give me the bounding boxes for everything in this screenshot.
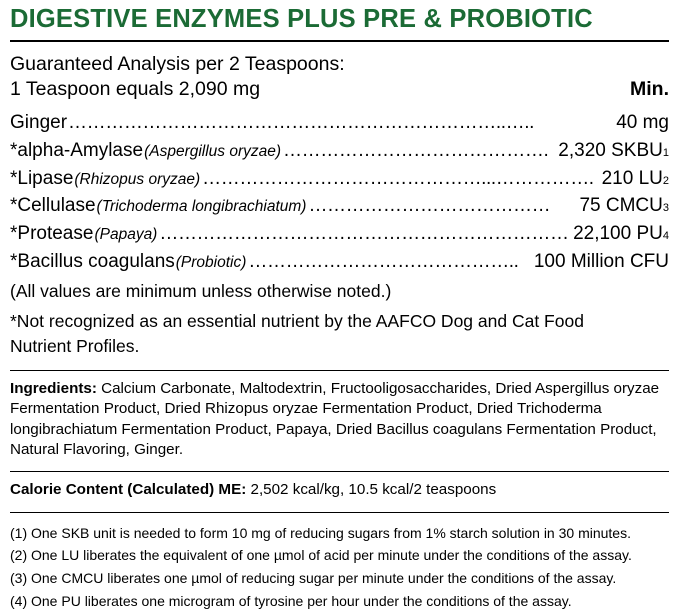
nutrient-value: 2,320 SKBU (558, 139, 663, 161)
nutrient-value: 75 CMCU (579, 195, 663, 217)
nutrient-source: (Rhizopus oryzae) (74, 170, 201, 188)
analysis-row: *Lipase (Rhizopus oryzae) ………………………………………...……………. 210 LU 2 (10, 165, 669, 193)
analysis-row: *Cellulase (Trichoderma longibrachiatum) ………………………………… 75 CMCU 3 (10, 192, 669, 220)
title-divider (10, 40, 669, 42)
minimum-values-note: (All values are minimum unless otherwise noted.) (10, 281, 392, 302)
nutrient-name: *Protease (10, 223, 94, 245)
footnote-item: (2) One LU liberates the equivalent of one µmol of acid per minute under the conditions of the assay. (10, 547, 632, 564)
nutrient-source: (Aspergillus oryzae) (144, 142, 282, 160)
guaranteed-analysis-heading-line1: Guaranteed Analysis per 2 Teaspoons: (10, 52, 345, 75)
calorie-divider (10, 471, 669, 472)
nutrient-value: 210 LU (601, 167, 663, 189)
leader-dots: ……………………………………………………………..….. (68, 111, 534, 133)
minimum-column-header: Min. (630, 77, 669, 100)
calorie-content-section (10, 480, 669, 501)
calorie-content-label: Calorie Content (Calculated) ME: (10, 481, 247, 499)
nutrient-value: 40 mg (616, 111, 669, 133)
leader-dots: ……………………………………. (283, 139, 549, 161)
page-title: DIGESTIVE ENZYMES PLUS PRE & PROBIOTIC (10, 5, 593, 33)
leader-dots: …………………………………….. (248, 251, 519, 273)
footnotes-divider (10, 512, 669, 513)
nutrient-value: 100 Million CFU (533, 251, 669, 273)
aafco-note-line2: Nutrient Profiles. (10, 336, 140, 357)
calorie-content-text: 2,502 kcal/kg, 10.5 kcal/2 teaspoons (246, 481, 497, 499)
guaranteed-analysis-heading (10, 52, 669, 102)
ingredients-label: Ingredients: (10, 380, 97, 398)
aafco-note-line1: *Not recognized as an essential nutrient by the AAFCO Dog and Cat Food (10, 311, 584, 332)
nutrient-name: *alpha-Amylase (10, 139, 144, 161)
leader-dots: ………………………………………...……………. (202, 167, 594, 189)
ingredients-divider (10, 370, 669, 371)
nutrient-source: (Papaya) (94, 226, 158, 244)
guaranteed-analysis-rows (10, 109, 669, 277)
analysis-row: *Protease (Papaya) ………………………………………………………… 22,100 PU 4 (10, 220, 669, 248)
nutrient-source: (Probiotic) (175, 254, 247, 272)
guaranteed-analysis-heading-line2: 1 Teaspoon equals 2,090 mg (10, 77, 261, 100)
footnote-item: (3) One CMCU liberates one µmol of reducing sugar per minute under the conditions of the assay. (10, 569, 617, 586)
analysis-row (10, 248, 669, 276)
leader-dots: ………………………………… (308, 195, 551, 217)
nutrient-name: *Bacillus coagulans (10, 251, 175, 273)
footnotes-section (10, 522, 669, 612)
nutrient-name: *Cellulase (10, 195, 96, 217)
footnote-item: (1) One SKB unit is needed to form 10 mg of reducing sugars from 1% starch solution in 30 minutes. (10, 524, 631, 541)
leader-dots: ………………………………………………………… (159, 223, 569, 245)
ingredients-text: Calcium Carbonate, Maltodextrin, Fructooligosaccharides, Dried Aspergillus oryzae Fermentation Product, Dried Rhizopus oryzae Fermentation Product, Dried Trichoderma longibrachiatum Fermentation Product, Papaya, Dried Bacillus coagulans Fermentation Product, Natural Flavoring, Ginger. (10, 380, 660, 458)
ingredients-section (10, 379, 669, 460)
nutrient-name: *Lipase (10, 167, 74, 189)
nutrient-name: Ginger (10, 111, 68, 133)
analysis-row (10, 109, 669, 137)
nutrient-value: 22,100 PU (573, 223, 663, 245)
analysis-row: *alpha-Amylase (Aspergillus oryzae) ……………………………………. 2,320 SKBU 1 (10, 137, 669, 165)
aafco-note (10, 309, 669, 359)
nutrient-source: (Trichoderma longibrachiatum) (96, 198, 307, 216)
footnote-item: (4) One PU liberates one microgram of tyrosine per hour under the conditions of the assay. (10, 592, 572, 609)
